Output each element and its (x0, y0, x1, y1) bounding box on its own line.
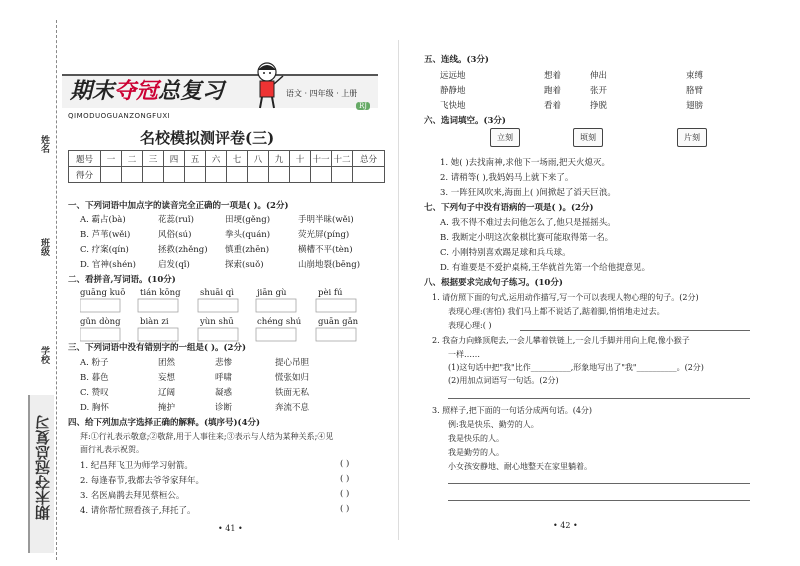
score-cell: 五 (185, 151, 206, 167)
score-cell: 八 (248, 151, 269, 167)
pinyin-item: jiān gù (257, 288, 287, 298)
cartoon-boy-icon (248, 60, 286, 110)
q5-heading: 五、连线。(3分) (424, 55, 489, 65)
name-label: 姓名 (39, 135, 49, 153)
subject-label: 语文 · 四年级 · 上册 (286, 89, 358, 98)
q8-sub1-example: 表现心理:(害怕) 我们马上都不说话了,踮着脚,悄悄地走过去。 (448, 307, 665, 316)
page-number-value: 42 (560, 521, 571, 530)
score-input[interactable] (206, 167, 227, 183)
q4-definitions-cont: 面行礼表示祝贺。 (80, 445, 144, 454)
match-item: 张开 (590, 86, 608, 96)
q8-example-line: 我是勤劳的人。 (448, 448, 504, 457)
answer-line[interactable] (448, 483, 750, 484)
match-item: 远远地 (440, 71, 466, 81)
edition-badge: RJ (356, 102, 370, 110)
q1-option: A. 霸占(bà) (80, 215, 126, 225)
q6-item: 1. 她( )去找南神,求他下一场雨,把天火熄灭。 (440, 158, 611, 168)
match-item: 跑着 (544, 86, 562, 96)
q3-option: 辽阔 (158, 388, 176, 398)
q3-option: 奔流不息 (275, 403, 310, 413)
q7-option: B. 我断定小明这次象棋比赛可能取得第一名。 (440, 233, 614, 243)
spine-brand: 期末夺冠总复习 (34, 415, 52, 520)
exam-title: 名校模拟测评卷(三) (140, 129, 275, 147)
score-cell: 二 (122, 151, 143, 167)
match-item: 挣脱 (590, 101, 608, 111)
q4-heading: 四、给下列加点字选择正确的解释。(填序号)(4分) (68, 418, 261, 428)
q1-option: 启发(qǐ) (158, 260, 190, 270)
q8-sub1: 1. 请仿照下面的句式,运用动作描写,写一个可以表现人物心理的句子。(2分) (432, 293, 699, 302)
word-card: 片刻 (677, 128, 707, 147)
q3-option: 铁面无私 (275, 388, 310, 398)
q7-option: A. 我不得不难过去问他怎么了,他只是摇摇头。 (440, 218, 616, 228)
school-label: 学校 (39, 346, 49, 364)
score-cell: 四 (164, 151, 185, 167)
q1-option: D. 官神(shén) (80, 260, 136, 270)
pinyin-item: guāng kuō (80, 288, 126, 298)
pinyin-item: shuāi qì (200, 288, 234, 298)
pinyin-item: biàn zi (140, 317, 169, 327)
q3-option: D. 胸怀 (80, 403, 109, 413)
score-input[interactable] (227, 167, 248, 183)
q3-option: A. 粉子 (80, 358, 109, 368)
word-card: 立刻 (490, 128, 520, 147)
q6-item: 3. 一阵狂风吹来,海面上( )间掀起了滔天巨浪。 (440, 188, 616, 198)
q7-option: C. 小刚特别喜欢踢足球和兵乓球。 (440, 248, 571, 258)
series-pinyin: QIMODUOGUANZONGFUXI (68, 112, 171, 120)
score-cell: 十 (290, 151, 311, 167)
q1-option: 田埂(gěng) (225, 215, 271, 225)
score-table (68, 150, 385, 183)
page-divider (398, 40, 399, 540)
q3-option: B. 暮色 (80, 373, 109, 383)
writing-grid[interactable] (80, 298, 370, 314)
pinyin-item: chéng shú (257, 317, 302, 327)
q1-option: 拯救(zhěng) (158, 245, 208, 255)
match-item: 翅膀 (686, 101, 704, 111)
score-input[interactable] (311, 167, 332, 183)
q3-option: 掩护 (158, 403, 176, 413)
q3-option: 悲惨 (215, 358, 233, 368)
q3-option: 呼啸 (215, 373, 233, 383)
answer-line[interactable] (448, 500, 750, 501)
score-cell: 总分 (353, 151, 385, 167)
q4-item: 1. 纪昌拜飞卫为师学习射箭。 (80, 461, 193, 471)
answer-blank[interactable]: ( ) (340, 489, 350, 499)
score-input[interactable] (101, 167, 122, 183)
q3-option: 慌张如归 (275, 373, 310, 383)
q3-option: 妄想 (158, 373, 176, 383)
pinyin-item: tián kōng (140, 288, 181, 298)
series-title (70, 74, 224, 105)
score-cell: 一 (101, 151, 122, 167)
q8-sub2-2: (2)用加点词语写一句话。(2分) (448, 376, 559, 385)
q8-heading: 八、根据要求完成句子练习。(10分) (424, 278, 563, 288)
score-value-row (69, 167, 385, 183)
score-input[interactable] (332, 167, 353, 183)
q1-option: 探索(suǒ) (225, 260, 264, 270)
q1-option: 慎重(zhēn) (225, 245, 270, 255)
score-input[interactable] (185, 167, 206, 183)
score-cell: 题号 (69, 151, 101, 167)
q1-option: 风俗(sú) (158, 230, 192, 240)
answer-blank[interactable]: ( ) (340, 459, 350, 469)
match-item: 束缚 (686, 71, 704, 81)
q1-option: 横槽不平(tèn) (298, 245, 353, 255)
score-input[interactable] (248, 167, 269, 183)
q8-sub1-answer: 表现心理:( ) (448, 321, 492, 330)
match-item: 伸出 (590, 71, 608, 81)
q1-option: 山崩地裂(bēng) (298, 260, 361, 270)
q7-heading: 七、下列句子中没有语病的一项是( )。(2分) (424, 203, 594, 213)
match-item: 胳臂 (686, 86, 704, 96)
q8-sub3-question: 小女孩安静地、耐心地整天在家里躺着。 (448, 462, 592, 471)
title-part-b: 夺冠 (114, 79, 159, 104)
q1-option: B. 芦苇(wěi) (80, 230, 131, 240)
q2-heading: 二、看拼音,写词语。(10分) (68, 275, 176, 285)
score-input[interactable] (164, 167, 185, 183)
page-number-left: • 41 • (218, 524, 243, 533)
q1-option: 花蕊(ruǐ) (158, 215, 194, 225)
score-cell: 十二 (332, 151, 353, 167)
score-input[interactable] (290, 167, 311, 183)
q3-option: C. 赞叹 (80, 388, 109, 398)
q4-item: 3. 名医扁鹊去拜见蔡桓公。 (80, 491, 185, 501)
title-part-a: 期末 (70, 79, 115, 104)
score-cell: 三 (143, 151, 164, 167)
score-input[interactable] (269, 167, 290, 183)
q3-option: 提心吊胆 (275, 358, 310, 368)
match-item: 看着 (544, 101, 562, 111)
answer-line[interactable] (520, 330, 750, 331)
q8-example-line: 我是快乐的人。 (448, 434, 504, 443)
q1-heading: 一、下列词语中加点字的读音完全正确的一项是( )。(2分) (68, 201, 289, 211)
q4-item: 2. 每逢春节,我都去爷爷家拜年。 (80, 476, 205, 486)
q6-heading: 六、选词填空。(3分) (424, 116, 506, 126)
answer-blank[interactable]: ( ) (340, 474, 350, 484)
cut-line (56, 20, 57, 560)
q1-option: C. 疗案(qín) (80, 245, 129, 255)
score-input[interactable] (143, 167, 164, 183)
q6-item: 2. 请稍等( ),我妈妈马上就下来了。 (440, 173, 574, 183)
score-header-row (69, 151, 385, 167)
answer-blank[interactable]: ( ) (340, 504, 350, 514)
q7-option: D. 有谁要是不爱护桌椅,王华就首先第一个给他提意见。 (440, 263, 651, 273)
page-number-right: • 42 • (553, 521, 578, 530)
title-part-c: 总复习 (158, 79, 225, 104)
word-card: 顷刻 (573, 128, 603, 147)
q4-item: 4. 请你帮忙照看孩子,拜托了。 (80, 506, 196, 516)
q1-option: 手明半昧(wěi) (298, 215, 354, 225)
score-cell: 九 (269, 151, 290, 167)
score-cell: 十一 (311, 151, 332, 167)
pinyin-item: yùn shū (200, 317, 234, 327)
match-item: 飞快地 (440, 101, 466, 111)
answer-line[interactable] (448, 398, 750, 399)
score-cell: 得分 (69, 167, 101, 183)
q4-definitions: 拜:①行礼表示敬意;②敬辞,用于人事往来;③表示与人结为某种关系;④见 (80, 432, 334, 441)
q8-sub2-1: (1)这句话中把"我"比作__________,形象地写出了"我"__________。(2分) (448, 363, 704, 372)
q1-option: 拳头(quán) (225, 230, 271, 240)
score-input[interactable] (353, 167, 385, 183)
q8-sub2: 2. 我奋力向蜂顶爬去,一会儿攀着铁链上,一会儿手脚并用向上爬,像小猴子 (432, 336, 690, 345)
q1-option: 荧光屏(píng) (298, 230, 350, 240)
q8-sub3: 3. 照样子,把下面的一句话分成两句话。(4分) (432, 406, 593, 415)
page-number-value: 41 (225, 524, 236, 533)
class-label: 班级 (39, 238, 49, 256)
q8-example-line: 例:我是快乐、勤劳的人。 (448, 420, 539, 429)
score-cell: 六 (206, 151, 227, 167)
score-cell: 七 (227, 151, 248, 167)
pinyin-item: pèi fú (318, 288, 343, 298)
q3-option: 团然 (158, 358, 176, 368)
q3-option: 诊断 (215, 403, 233, 413)
match-item: 想着 (544, 71, 562, 81)
pinyin-item: gǔn dòng (80, 317, 121, 327)
match-item: 静静地 (440, 86, 466, 96)
q3-option: 凝惑 (215, 388, 233, 398)
q8-sub2-cont: 一样…… (448, 350, 480, 359)
score-input[interactable] (122, 167, 143, 183)
pinyin-item: guān gǎn (318, 317, 359, 327)
q3-heading: 三、下列词语中没有错别字的一组是( )。(2分) (68, 343, 246, 353)
